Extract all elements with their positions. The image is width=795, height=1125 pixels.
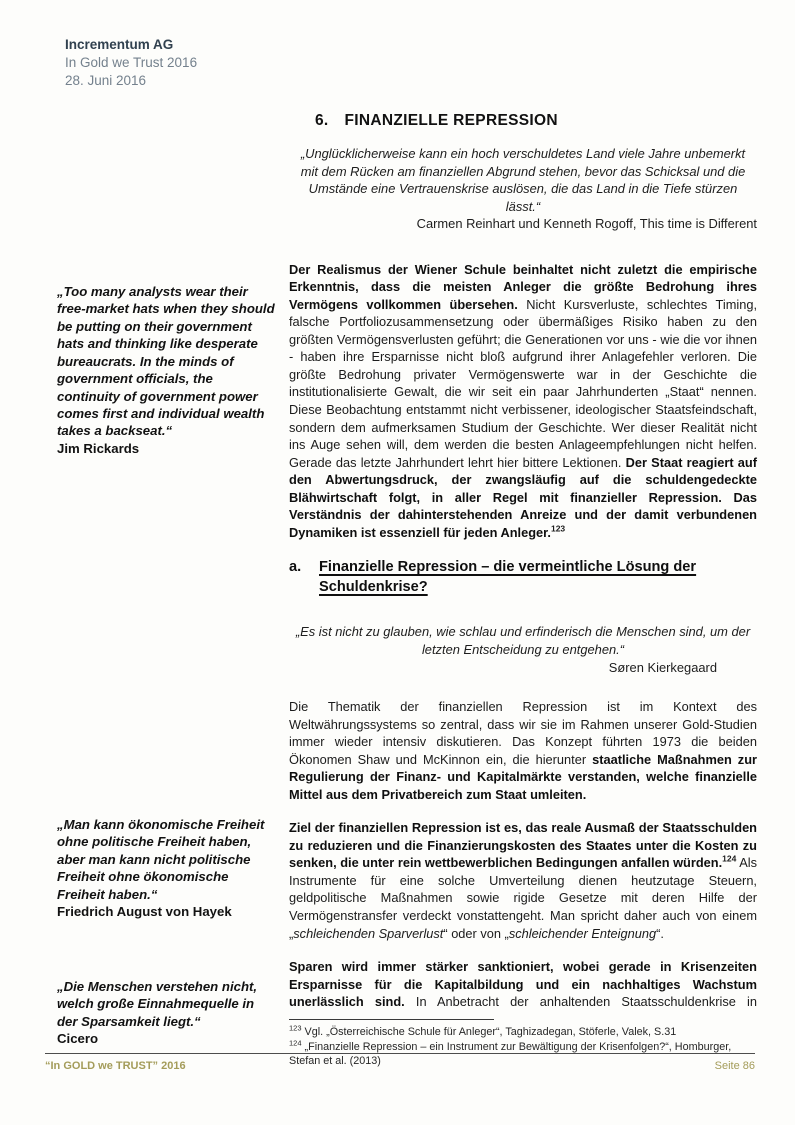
report-date: 28. Juni 2016 xyxy=(65,72,147,88)
paragraph-1 xyxy=(289,261,757,542)
epigraph-attribution: Søren Kierkegaard xyxy=(608,659,717,675)
chapter-number: 6. xyxy=(315,112,329,129)
section-epigraph xyxy=(289,623,757,676)
paragraph-1-tail-bold: Der Staat reagiert auf den Abwertungsdruck, der zwangsläufig auf die schuldengedeckte Blähwirtschaft folgt, in aller Regel mit finanzieller Repression. Das Verständnis der dahinterstehenden Anreize und der damit verbundenen Dynamiken ist essenziell für jeden Anleger. xyxy=(289,454,758,540)
page-header xyxy=(65,36,197,89)
paragraph-3-lead-bold: Ziel der finanziellen Repression ist es, das reale Ausmaß der Staatsschulden zu reduzieren und die Finanzierungskosten des Staates unter die Kosten zu senken, die unter rein wettbewerblichen Bedingungen anfallen würden. xyxy=(289,820,757,871)
chapter-epigraph xyxy=(289,145,757,233)
footnote-text: „Finanzielle Repression – ein Instrument zur Bewältigung der Krisenfolgen?“, Homburger, Stefan et al. (2013) xyxy=(289,1040,732,1068)
paragraph-2-bold: staatliche Maßnahmen zur Regulierung der Finanz- und Kapitalmärkte verstanden, welche finanzielle Mittel aus dem Privatbereich zum Staat umleiten. xyxy=(289,751,758,802)
epigraph-text: „Unglücklicherweise kann ein hoch verschuldetes Land viele Jahre unbemerkt mit dem Rücken am finanziellen Abgrund stehen, bevor das Schicksal und die Umstände eine Vertrauenskrise auslösen, die das Land in die Tiefe stürzen lässt.“ xyxy=(300,146,746,214)
side-quote-rickards xyxy=(57,283,275,457)
footnote-ref-123: 123 xyxy=(550,523,566,534)
footnote-number: 124 xyxy=(289,1037,302,1047)
footer-report-title: “In GOLD we TRUST” 2016 xyxy=(45,1060,186,1072)
side-quote-author: Cicero xyxy=(57,1031,99,1047)
side-quote-text: „Man kann ökonomische Freiheit ohne politische Freiheit haben, aber man kann nicht politische Freiheit ohne ökonomische Freiheit haben.“ xyxy=(57,817,265,902)
paragraph-3-text: Als Instrumente für eine solche Umverteilung dienen heutzutage Steuern, geldpolitische Maßnahmen sowie rigide Gesetze mit deren Hilfe der Vermögenstransfer verdeckt vonstattengeht. Man spricht daher auch von einem „ xyxy=(289,855,757,941)
side-quote-author: Jim Rickards xyxy=(57,440,140,456)
paragraph-3-italic-2: schleichender Enteignung xyxy=(508,925,657,941)
side-quote-author: Friedrich August von Hayek xyxy=(57,904,232,920)
footnote-text: Vgl. „Österreichische Schule für Anleger“, Taghizadegan, Stöferle, Valek, S.31 xyxy=(304,1025,677,1038)
subheading-marker: a. xyxy=(289,559,302,576)
paragraph-3-text-3: “. xyxy=(656,925,664,941)
footnote-123 xyxy=(289,1025,757,1040)
company-name: Incrementum AG xyxy=(65,37,174,52)
chapter-title: FINANZIELLE REPRESSION xyxy=(344,112,558,129)
paragraph-2 xyxy=(289,698,757,803)
footer-page-number: Seite 86 xyxy=(714,1060,755,1072)
paragraph-4-text: In Anbetracht der anhaltenden Staatsschuldenkrise in xyxy=(404,994,757,1010)
footer-row xyxy=(45,1060,755,1072)
footnote-separator xyxy=(289,1019,494,1020)
subheading-title: Finanzielle Repression – die vermeintliche Lösung der Schuldenkrise? xyxy=(319,559,697,596)
side-quote-text: „Die Menschen verstehen nicht, welch große Einnahmequelle in der Sparsamkeit liegt.“ xyxy=(57,979,258,1029)
paragraph-3 xyxy=(289,819,757,942)
side-quote-hayek xyxy=(57,816,275,921)
epigraph-attribution: Carmen Reinhart und Kenneth Rogoff, This time is Different xyxy=(416,216,757,232)
paragraph-1-text: Nicht Kursverluste, schlechtes Timing, falsche Portfoliozusammensetzung oder übermäßiges Risiko haben zu den größten Vermögensverlusten geführt; die Generationen vor uns - wie die vor ihnen - haben ihre Ersparnisse nicht bloß aufgrund ihrer Anlagefehler verloren. Die größte Bedrohung privater Vermögenswerte war in der Geschichte die institutionalisierte Gewalt, die wir seit ein paar Jahrhunderten „Staat“ nennen. Diese Beobachtung entstammt nicht verbissener, ideologischer Staatsfeindschaft, sondern dem aufmerksamen Studium der Geschichte. Wer dieser Realität nicht ins Auge sehen will, dem werden die besten Anlageempfehlungen nicht helfen. Gerade das letzte Jahrhundert lehrt hier bittere Lektionen. xyxy=(289,296,757,470)
paragraph-4-lead-bold: Sparen wird immer stärker sanktioniert, wobei gerade in Krisenzeiten Ersparnisse für die Kapitalbildung und ein nachhaltiges Wachstum unerlässlich sind. xyxy=(289,959,757,1010)
footnote-ref-124: 124 xyxy=(722,854,737,865)
chapter-heading xyxy=(315,112,757,145)
report-title: In Gold we Trust 2016 xyxy=(65,54,198,70)
epigraph-text: „Es ist nicht zu glauben, wie schlau und erfinderisch die Menschen sind, um der letzten Entscheidung zu entgehen.“ xyxy=(295,624,751,658)
paragraph-2-text: Die Thematik der finanziellen Repression ist im Kontext des Weltwährungssystems so zentral, dass wir sie im Rahmen unserer Gold-Studien immer wieder intensiv diskutieren. Das Konzept führten 1973 die beiden Ökonomen Shaw und McKinnon ein, die hierunter xyxy=(289,699,757,767)
footer-rule xyxy=(45,1053,755,1054)
page-footer xyxy=(45,1053,755,1072)
side-quote-text: „Too many analysts wear their free-market hats when they should be putting on their government hats and thinking like desperate bureaucrats. In the minds of government officials, the continuity of government power comes first and individual wealth takes a backseat.“ xyxy=(57,284,275,439)
paragraph-1-lead-bold: Der Realismus der Wiener Schule beinhaltet nicht zuletzt die empirische Erkenntnis, dass die meisten Anleger die größte Bedrohung ihres Vermögens vollkommen übersehen. xyxy=(289,261,757,312)
paragraph-4 xyxy=(289,958,757,1011)
paragraph-3-italic-1: schleichenden Sparverlust xyxy=(293,925,444,941)
section-subheading xyxy=(289,557,757,597)
main-content xyxy=(289,112,757,1069)
paragraph-3-text-2: “ oder von „ xyxy=(443,925,509,941)
footnote-number: 123 xyxy=(289,1023,302,1033)
side-quote-cicero xyxy=(57,978,275,1048)
